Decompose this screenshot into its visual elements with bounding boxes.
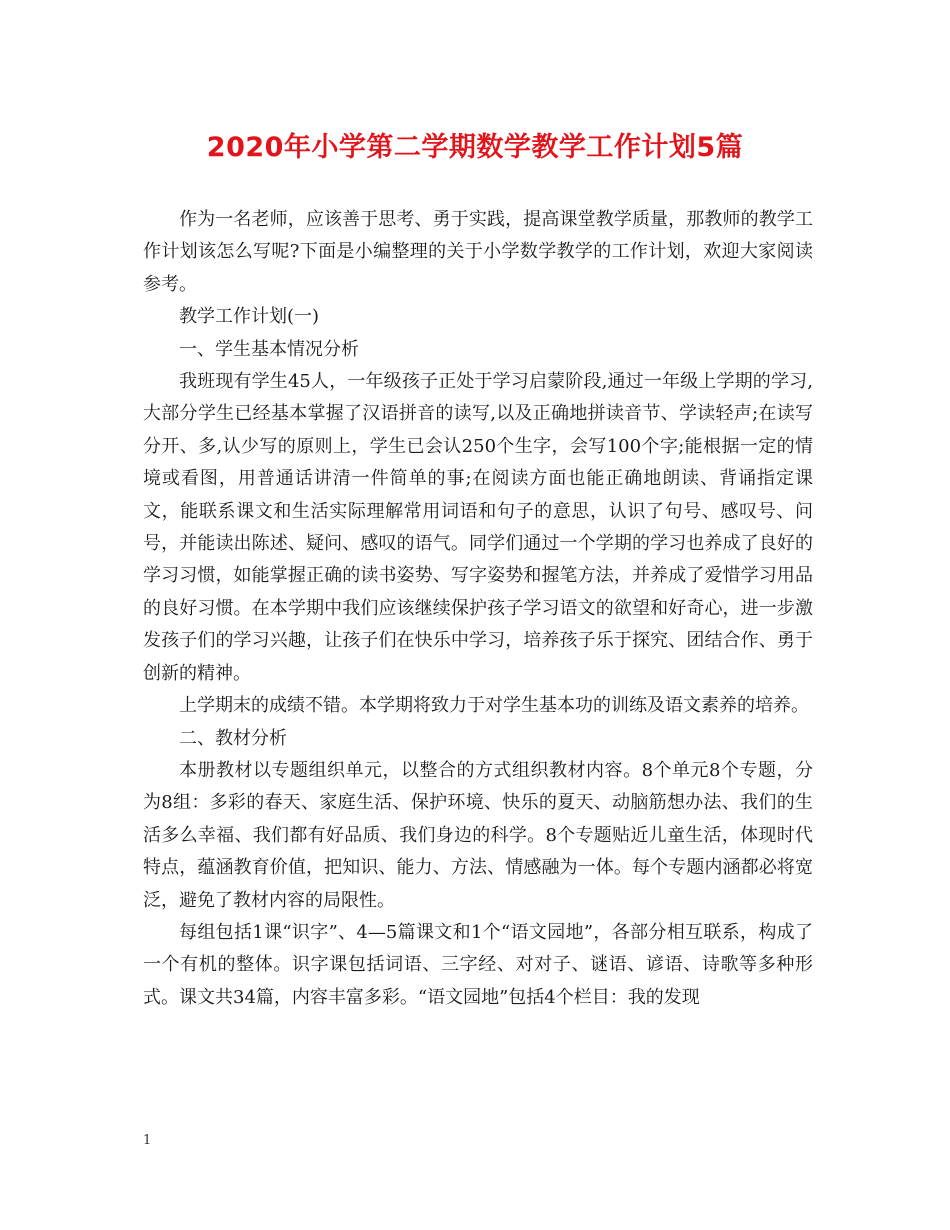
- section-heading-textbook-analysis: 二、教材分析: [179, 727, 287, 749]
- paragraph-intro: 作为一名老师，应该善于思考、勇于实践，提高课堂教学质量，那教师的教学工作计划该怎么写呢?下面是小编整理的关于小学数学教学的工作计划，欢迎大家阅读参考。: [143, 209, 813, 295]
- paragraph-student-analysis: 我班现有学生45人，一年级孩子正处于学习启蒙阶段,通过一年级上学期的学习,大部分学生已经基本掌握了汉语拼音的读写,以及正确地拼读音节、学读轻声;在读写分开、多,认少写的原则上，学生已会认250个生字，会写100个字;能根据一定的情境或看图，用普通话讲清一件简单的事;在阅读方面也能正确地朗读、背诵指定课文，能联系课文和生活实际理解常用词语和句子的意思，认识了句号、感叹号、问号，并能读出陈述、疑问、感叹的语气。同学们通过一个学期的学习也养成了良好的学习习惯，如能掌握正确的读书姿势、写字姿势和握笔方法，并养成了爱惜学习用品的良好习惯。在本学期中我们应该继续保护孩子学习语文的欲望和好奇心，进一步激发孩子们的学习兴趣，让孩子们在快乐中学习，培养孩子乐于探究、团结合作、勇于创新的精神。: [143, 371, 813, 684]
- paragraph-last-term: 上学期末的成绩不错。本学期将致力于对学生基本功的训练及语文素养的培养。: [179, 695, 809, 717]
- section-heading-plan-one: 教学工作计划(一): [179, 306, 320, 328]
- document-body: [143, 204, 813, 1014]
- paragraph-textbook-units: 本册教材以专题组织单元，以整合的方式组织教材内容。8个单元8个专题，分为8组：多彩的春天、家庭生活、保护环境、快乐的夏天、动脑筋想办法、我们的生活多么幸福、我们都有好品质、我们身边的科学。8个专题贴近儿童生活，体现时代特点，蕴涵教育价值，把知识、能力、方法、情感融为一体。每个专题内涵都必将宽泛，避免了教材内容的局限性。: [143, 759, 813, 911]
- document-title: 2020年小学第二学期数学教学工作计划5篇: [206, 132, 744, 163]
- page-number: 1: [143, 1133, 152, 1148]
- section-heading-student-analysis: 一、学生基本情况分析: [179, 338, 359, 360]
- paragraph-textbook-structure: 每组包括1课“识字”、4—5篇课文和1个“语文园地”，各部分相互联系，构成了一个有机的整体。识字课包括词语、三字经、对对子、谜语、谚语、诗歌等多种形式。课文共34篇，内容丰富多彩。“语文园地”包括4个栏目：我的发现: [143, 921, 813, 1008]
